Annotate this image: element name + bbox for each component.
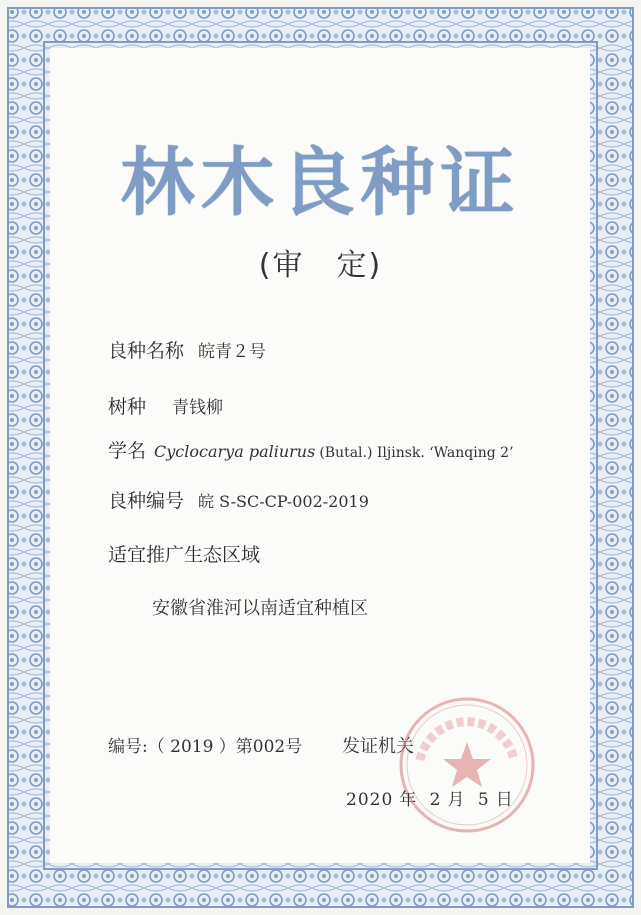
scientific-name-binomial: Cyclocarya paliurus [154, 442, 316, 461]
species-value: 青钱柳 [172, 398, 224, 418]
date-month: 2 [429, 790, 442, 810]
date-day-unit: 日 [495, 790, 514, 810]
date-year: 2020 [346, 790, 394, 810]
variety-code-value: 皖 S-SC-CP-002-2019 [198, 492, 369, 511]
species-label: 树种 [108, 396, 147, 418]
date-month-unit: 月 [447, 790, 466, 810]
issuer-label: 发证机关 [342, 736, 414, 757]
certificate-title: 林木良种证 [120, 140, 521, 226]
field-variety-code [108, 486, 369, 513]
variety-code-label: 良种编号 [108, 490, 185, 512]
region-value: 安徽省淮河以南适宜种植区 [152, 598, 368, 619]
region-label: 适宜推广生态区域 [108, 544, 261, 566]
certificate-subtitle: (审 定) [258, 248, 383, 283]
variety-name-label: 良种名称 [108, 340, 185, 362]
issue-date [346, 785, 520, 810]
official-seal [392, 690, 542, 840]
field-region-label [108, 540, 260, 567]
field-scientific-name [108, 436, 514, 463]
scientific-name-label: 学名 [108, 440, 147, 462]
variety-name-value: 皖青２号 [198, 342, 267, 362]
certificate-number: 编号:（ 2019 ）第002号 [108, 737, 303, 757]
field-variety-name [108, 336, 266, 363]
seal-star-icon [443, 742, 491, 787]
date-day: 5 [477, 790, 490, 810]
scientific-name-author: (Butal.) Iljinsk. ‘Wanqing 2’ [319, 445, 514, 461]
date-year-unit: 年 [399, 790, 418, 810]
field-species [108, 392, 223, 419]
